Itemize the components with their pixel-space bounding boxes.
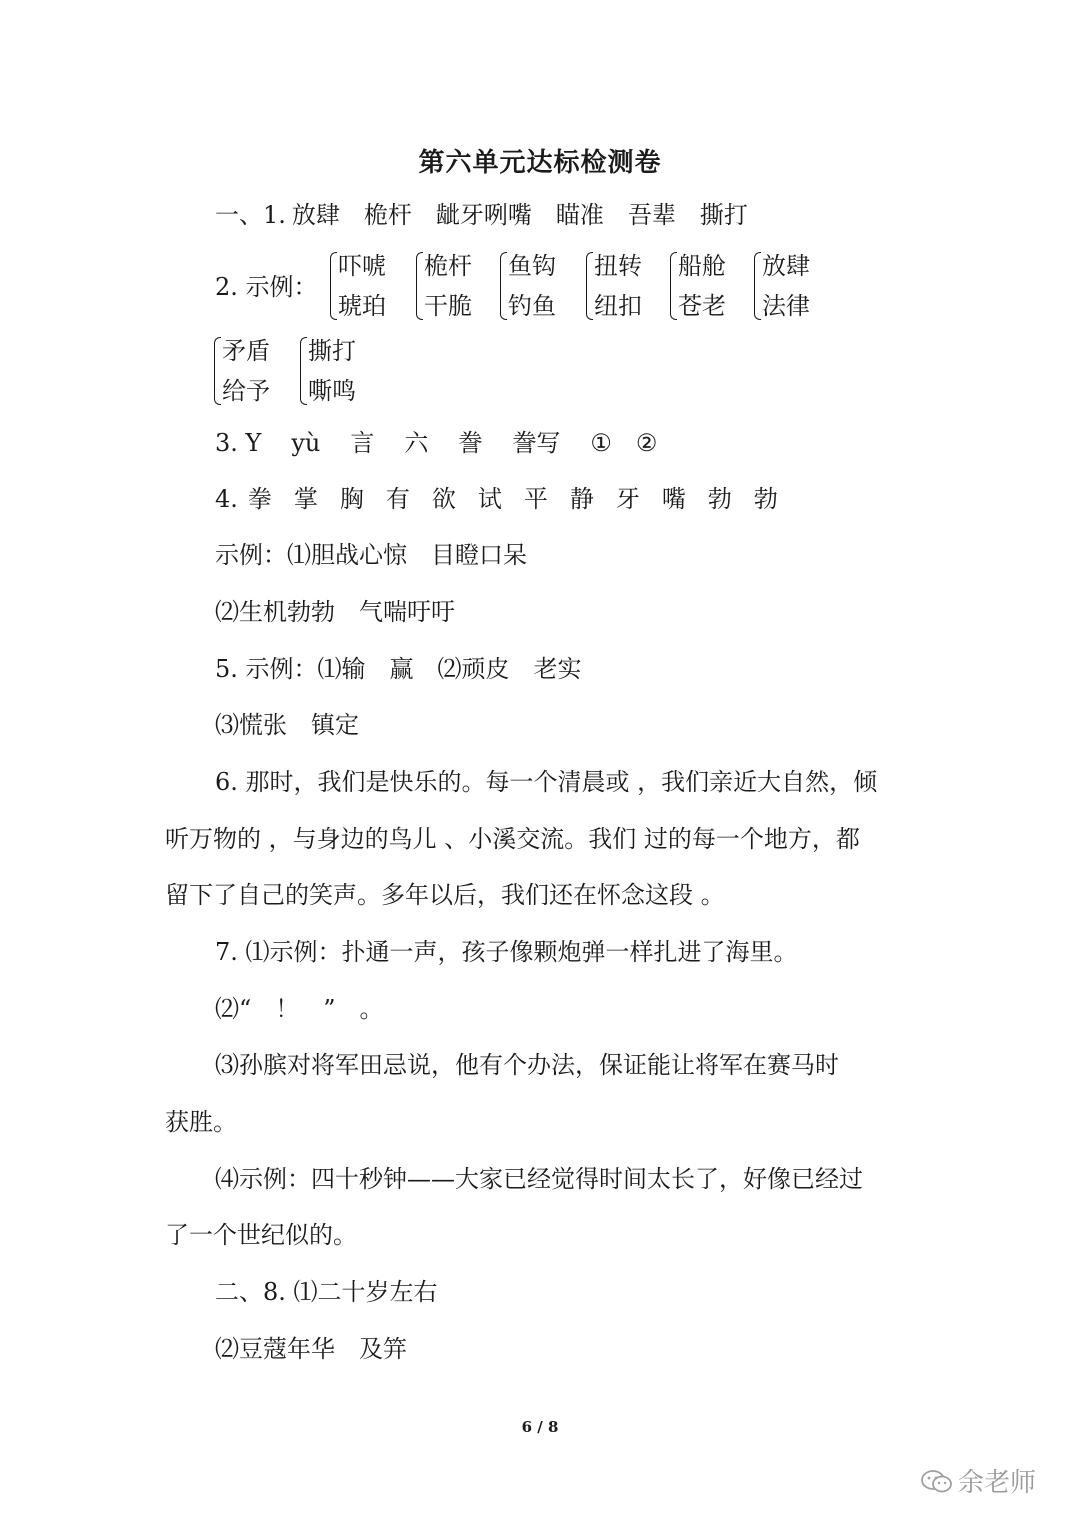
- q5-line-2: ⑶慌张 镇定: [215, 711, 359, 739]
- q2-pair: [300, 331, 356, 411]
- q4-char: 欲: [431, 485, 456, 513]
- q4-char: 有: [385, 485, 410, 513]
- q2-pair-bottom: 纽扣: [594, 292, 642, 320]
- q4-char: 勃: [753, 485, 778, 513]
- q2-pair-top: 扭转: [594, 252, 642, 280]
- q4-char: 拳: [247, 485, 272, 513]
- q5-line-1: 5. 示例：⑴输 赢 ⑵顽皮 老实: [215, 655, 582, 683]
- q4-char: 掌: [293, 485, 318, 513]
- q2-pair: [416, 246, 472, 326]
- q2-pair-top: 船舱: [678, 252, 726, 280]
- q2-pair-bottom: 嘶鸣: [308, 377, 356, 405]
- q3-item: 誊写: [512, 429, 561, 457]
- q3-item: yù: [291, 429, 321, 457]
- q2-prefix: 2. 示例：: [215, 273, 318, 301]
- q1-word: 龇牙咧嘴: [435, 201, 532, 229]
- q2-pair-bottom: 法律: [762, 292, 810, 320]
- watermark-text: 余老师: [958, 1468, 1037, 1498]
- q2-pair-bottom: 给予: [222, 377, 270, 405]
- q1-word: 撕打: [699, 201, 748, 229]
- q4-char: 静: [569, 485, 594, 513]
- q4-char: 胸: [339, 485, 364, 513]
- q2-pair-bottom: 苍老: [678, 292, 726, 320]
- q4-line: [215, 482, 800, 516]
- q3-line: [215, 426, 681, 460]
- q3-item: 3. Y: [215, 429, 262, 457]
- q7-line-4: 获胜。: [165, 1108, 237, 1136]
- q4-char: 勃: [707, 485, 732, 513]
- q2-pair-bottom: 钓鱼: [508, 292, 556, 320]
- q1-word: 吾辈: [627, 201, 676, 229]
- q4-example-2: ⑵生机勃勃 气喘吁吁: [215, 598, 455, 626]
- watermark: [920, 1462, 1036, 1499]
- q2-pair-top: 撕打: [308, 337, 356, 365]
- q7-line-5: ⑷示例：四十秒钟——大家已经觉得时间太长了，好像已经过: [215, 1165, 863, 1193]
- q1-word: 瞄准: [555, 201, 604, 229]
- q2-pair: [500, 246, 556, 326]
- q7-line-1: 7. ⑴示例：扑通一声，孩子像颗炮弹一样扎进了海里。: [215, 938, 798, 966]
- q3-item: ②: [635, 429, 658, 457]
- q1-prefix: 一、1.: [215, 201, 286, 229]
- q7-line-6: 了一个世纪似的。: [165, 1221, 357, 1249]
- q3-item: 六: [404, 429, 429, 457]
- page-title: 第六单元达标检测卷: [418, 148, 662, 178]
- q2-pair: [330, 246, 386, 326]
- q3-item: 言: [350, 429, 375, 457]
- q4-prefix: 4.: [215, 485, 238, 513]
- q2-pair-top: 桅杆: [424, 252, 472, 280]
- q1-word: 放肆: [291, 201, 340, 229]
- page-number: 6 / 8: [521, 1418, 559, 1436]
- q6-line-3: 留下了自己的笑声。多年以后，我们还在怀念这段 。: [165, 881, 725, 909]
- q2-pair-top: 矛盾: [222, 337, 270, 365]
- q4-char: 牙: [615, 485, 640, 513]
- q6-line-2: 听万物的 ，与身边的鸟儿 、小溪交流。我们 过的每一个地方，都: [165, 825, 860, 853]
- q7-line-2: ⑵“ ！ ” 。: [215, 995, 384, 1023]
- q2-pair-bottom: 干脆: [424, 292, 472, 320]
- q2-pair-bottom: 琥珀: [338, 292, 386, 320]
- q4-char: 平: [523, 485, 548, 513]
- q8-line-1: 二、8. ⑴二十岁左右: [215, 1278, 438, 1306]
- q2-pair: [670, 246, 726, 326]
- q4-char: 试: [477, 485, 502, 513]
- q1-word: 桅杆: [363, 201, 412, 229]
- q4-example-1: 示例：⑴胆战心惊 目瞪口呆: [215, 541, 527, 569]
- q6-line-1: 6. 那时，我们是快乐的。每一个清晨或 ，我们亲近大自然，倾: [215, 768, 878, 796]
- wechat-icon: [920, 1469, 954, 1495]
- q3-item: ①: [590, 429, 612, 457]
- q4-char: 嘴: [661, 485, 686, 513]
- q2-pair-top: 放肆: [762, 252, 810, 280]
- q2-pair: [754, 246, 810, 326]
- q2-pair: [586, 246, 642, 326]
- q3-item: 誊: [458, 429, 483, 457]
- q2-pair: [214, 331, 270, 411]
- q7-line-3: ⑶孙膑对将军田忌说，他有个办法，保证能让将军在赛马时: [215, 1051, 839, 1079]
- q2-pair-top: 鱼钩: [508, 252, 556, 280]
- q2-pair-top: 吓唬: [338, 252, 386, 280]
- q1-line: [215, 198, 772, 232]
- q8-line-2: ⑵豆蔻年华 及笄: [215, 1335, 407, 1363]
